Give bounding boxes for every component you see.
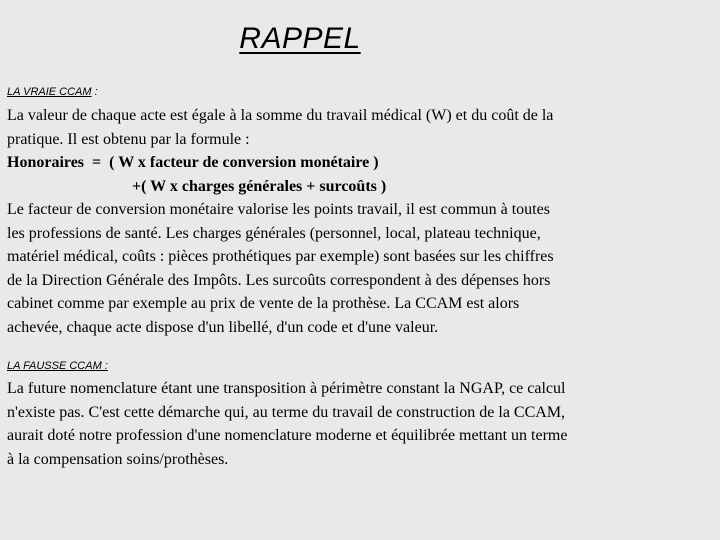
section-label-fausse-ccam-text: LA FAUSSE CCAM :: [7, 360, 108, 372]
vraie-ccam-paragraph: [7, 104, 717, 339]
section-label-vraie-ccam-text: LA VRAIE CCAM: [7, 86, 92, 98]
text-line: La future nomenclature étant une transposition à périmètre constant la NGAP, ce calcul: [7, 380, 566, 397]
text-line: La valeur de chaque acte est égale à la somme du travail médical (W) et du coût de la: [7, 107, 554, 124]
section-label-vraie-ccam-colon: :: [91, 86, 98, 98]
text-line: aurait doté notre profession d'une nomenclature moderne et équilibrée mettant un terme: [7, 427, 568, 444]
text-line: matériel médical, coûts : pièces prothétiques par exemple) sont basées sur les chiffres: [7, 248, 554, 265]
text-line: pratique. Il est obtenu par la formule :: [7, 130, 250, 148]
text-line: de la Direction Générale des Impôts. Les surcoûts correspondent à des dépenses hors: [7, 271, 551, 289]
text-line: achevée, chaque acte dispose d'un libellé, d'un code et d'une valeur.: [7, 318, 439, 336]
text-line: cabinet comme par exemple au prix de vente de la prothèse. La CCAM est alors: [7, 295, 520, 312]
section-label-fausse-ccam: [7, 360, 108, 372]
section-label-vraie-ccam: [7, 86, 98, 98]
text-line: les professions de santé. Les charges générales (personnel, local, plateau technique,: [7, 224, 541, 242]
fausse-ccam-paragraph: [7, 377, 717, 471]
text-line: n'existe pas. C'est cette démarche qui, au terme du travail de construction de la CCAM,: [7, 403, 566, 421]
slide-title: RAPPEL: [239, 22, 361, 55]
text-line: à la compensation soins/prothèses.: [7, 450, 229, 468]
formula-line: Honoraires = ( W x facteur de conversion monétaire ): [7, 154, 379, 171]
formula-line: +( W x charges générales + surcoûts ): [132, 177, 387, 195]
text-line: Le facteur de conversion monétaire valorise les points travail, il est commun à toutes: [7, 201, 550, 218]
